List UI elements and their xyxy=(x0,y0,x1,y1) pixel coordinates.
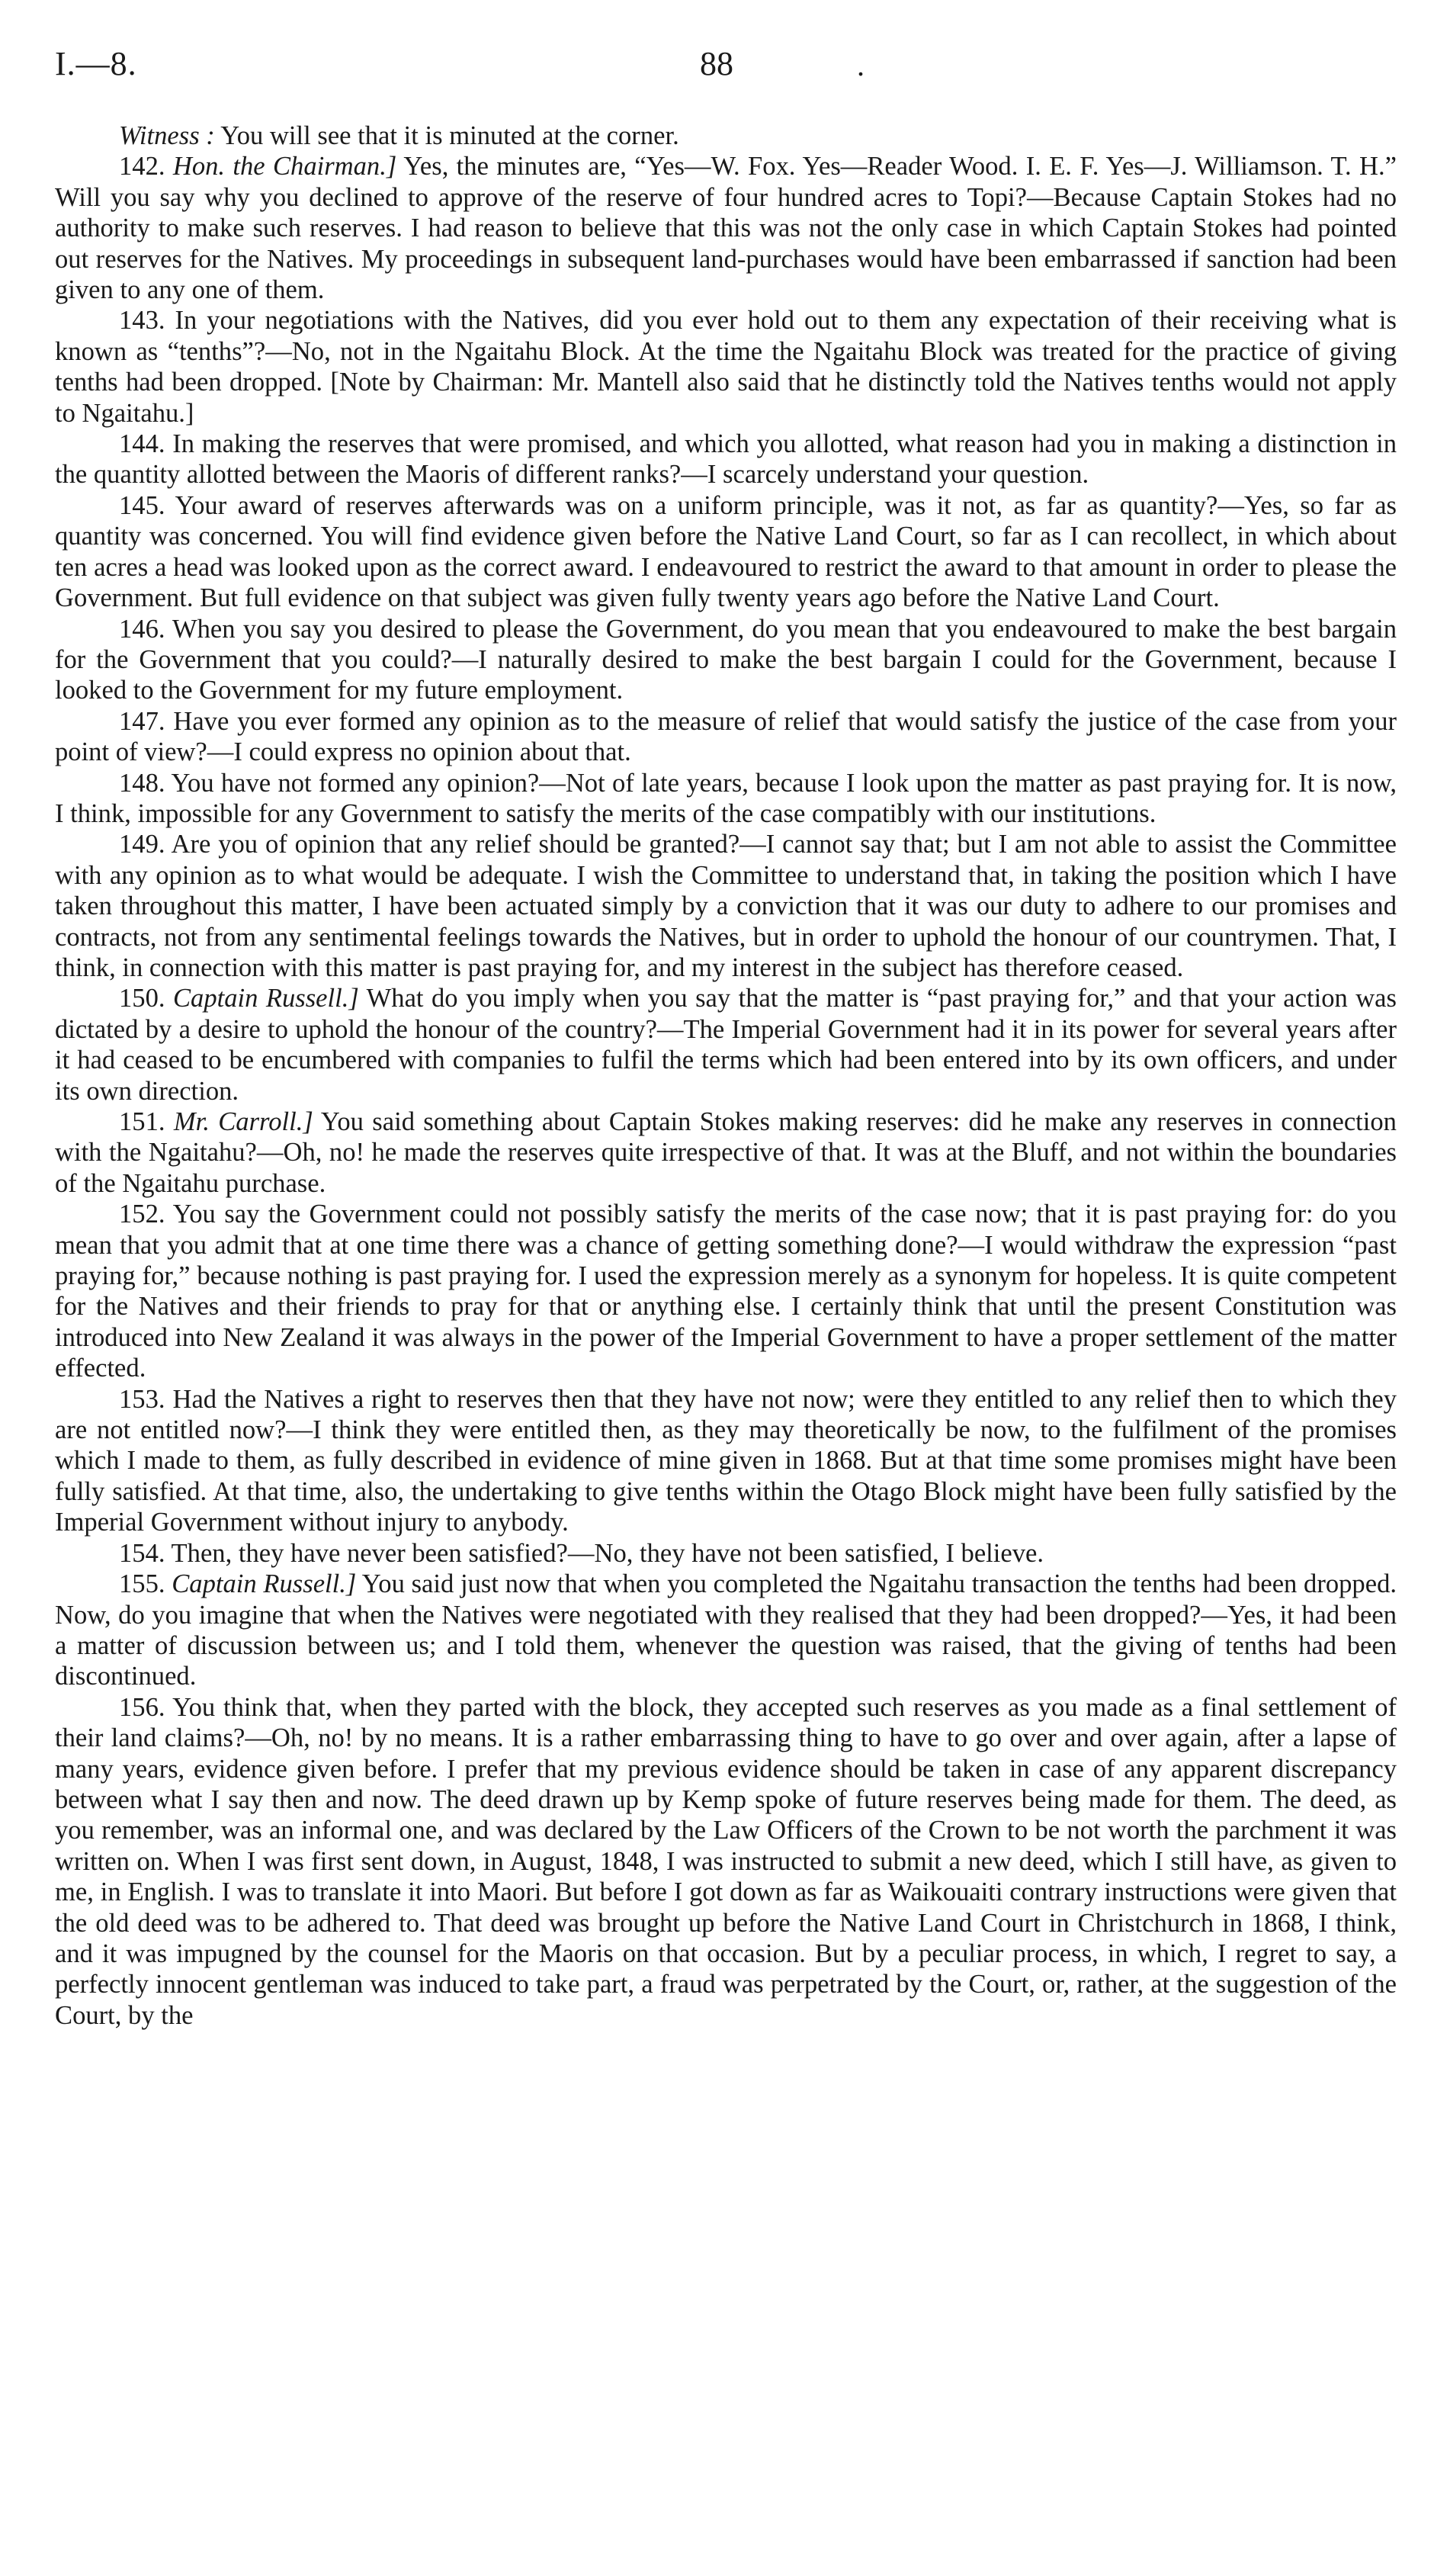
question-number: 150. xyxy=(119,984,165,1013)
page-number: 88 xyxy=(700,45,733,82)
paragraph-text: Had the Natives a right to reserves then that they have not now; were they entitled to any relief then to which they are not entitled now?—I think they were entitled then, as they may theoretically be now, to the fulfilment of the promises which I made to them, as fully described in evidence of mine given in 1868. But at that time some promises might have been fully satisfied. At that time, also, the undertaking to give tenths within the Otago Block might have been fully satisfied by the Imperial Government without injury to anybody. xyxy=(55,1384,1397,1537)
paragraph-153 xyxy=(55,1384,1397,1538)
paragraph-text: What do you imply when you say that the matter is “past praying for,” and that your action was dictated by a desire to uphold the honour of the country?—The Imperial Government had it in its power for several years after it had ceased to be encumbered with companies to fulfil the terms which had been entered into by its own officers, and under its own direction. xyxy=(55,984,1397,1106)
question-number: 147. xyxy=(119,706,165,736)
question-number: 146. xyxy=(119,614,165,644)
paragraph-144 xyxy=(55,429,1397,490)
paragraph-text: You will see that it is minuted at the corner. xyxy=(214,121,679,150)
paragraph-152 xyxy=(55,1199,1397,1383)
header-mark: . xyxy=(857,48,865,82)
paragraph-145 xyxy=(55,490,1397,614)
paragraph-witness xyxy=(55,120,1397,151)
paragraph-150 xyxy=(55,983,1397,1107)
paragraph-149 xyxy=(55,829,1397,983)
paragraph-text: You said just now that when you completed the Ngaitahu transaction the tenths had been dropped. Now, do you imagine that when the Natives were negotiated with they realised that they had been dropped?—Yes, it had been a matter of discussion between us; and I told them, whenever the question was raised, that the giving of tenths had been discontinued. xyxy=(55,1569,1397,1691)
question-number: 153. xyxy=(119,1384,165,1414)
paragraph-text: When you say you desired to please the Government, do you mean that you endeavoured to make the best bargain for the Government that you could?—I naturally desired to make the best bargain I could for the Government, because I looked to the Government for my future employment. xyxy=(55,614,1397,705)
paragraph-154 xyxy=(55,1538,1397,1569)
page-header xyxy=(55,44,1397,90)
document-body xyxy=(55,120,1397,2031)
paragraph-text: In your negotiations with the Natives, did you ever hold out to them any expectation of their receiving what is known as “tenths”?—No, not in the Ngaitahu Block. At the time the Ngaitahu Block was treated for the practice of giving tenths had been dropped. [Note by Chairman: Mr. Mantell also said that he distinctly told the Natives tenths would not apply to Ngaitahu.] xyxy=(55,306,1397,428)
speaker: Witness : xyxy=(119,121,215,150)
question-number: 154. xyxy=(119,1538,165,1568)
speaker: Captain Russell.] xyxy=(172,984,359,1013)
paragraph-148 xyxy=(55,768,1397,830)
question-number: 145. xyxy=(119,490,165,520)
paragraph-text: In making the reserves that were promised, and which you allotted, what reason had you in making a distinction in the quantity allotted between the Maoris of different ranks?—I scarcely understand your question. xyxy=(55,429,1397,490)
speaker: Mr. Carroll.] xyxy=(173,1107,313,1136)
paragraph-text: Are you of opinion that any relief should be granted?—I cannot say that; but I am not able to assist the Committee with any opinion as to what would be adequate. I wish the Committee to understand that, in taking the position which I have taken throughout this matter, I have been actuated simply by a conviction that it was our duty to adhere to our promises and contracts, not from any sentimental feelings towards the Natives, but in order to uphold the honour of our countrymen. That, I think, in connection with this matter is past praying for, and my interest in the subject has therefore ceased. xyxy=(55,830,1397,982)
question-number: 148. xyxy=(119,768,165,798)
paragraph-text: You have not formed any opinion?—Not of late years, because I look upon the matter as past praying for. It is now, I think, impossible for any Government to satisfy the merits of the case compatibly with our institutions. xyxy=(55,768,1397,828)
paragraph-text: You think that, when they parted with the block, they accepted such reserves as you made as a final settlement of their land claims?—Oh, no! by no means. It is a rather embarrassing thing to have to go over and over again, after a lapse of many years, evidence given before. I prefer that my previous evidence should be taken in case of any apparent discrepancy between what I say then and now. The deed drawn up by Kemp spoke of future reserves being made for them. The deed, as you remember, was an informal one, and was declared by the Law Officers of the Crown to be not worth the parchment it was written on. When I was first sent down, in August, 1848, I was instructed to submit a new deed, which I still have, as given to me, in English. I was to translate it into Maori. But before I got down as far as Waikouaiti contrary instructions were given that the old deed was to be adhered to. That deed was brought up before the Native Land Court in Christchurch in 1868, I think, and it was impugned by the counsel for the Maoris on that occasion. But by a peculiar process, in which, I regret to say, a perfectly innocent gentleman was induced to take part, a fraud was perpetrated by the Court, or, rather, at the suggestion of the Court, by the xyxy=(55,1692,1397,2030)
paragraph-147 xyxy=(55,706,1397,768)
question-number: 149. xyxy=(119,830,165,859)
paragraph-156 xyxy=(55,1692,1397,2031)
paragraph-155 xyxy=(55,1569,1397,1692)
question-number: 155. xyxy=(119,1569,165,1599)
paragraph-text: You said something about Captain Stokes making reserves: did he make any reserves in connection with the Ngaitahu?—Oh, no! he made the reserves quite irrespective of that. It was at the Bluff, and not within the boundaries of the Ngaitahu purchase. xyxy=(55,1107,1397,1198)
question-number: 144. xyxy=(119,429,165,459)
paragraph-142 xyxy=(55,151,1397,305)
question-number: 152. xyxy=(119,1200,165,1229)
paragraph-text: You say the Government could not possibly satisfy the merits of the case now; that it is past praying for: do you mean that you admit that at one time there was a chance of getting something done?—I would withdraw the expression “past praying for,” because nothing is past praying for. I used the expression merely as a synonym for hopeless. It is quite competent for the Natives and their friends to pray for that or anything else. I certainly think that until the present Constitution was introduced into New Zealand it was always in the power of the Imperial Government to have a proper settlement of the matter effected. xyxy=(55,1200,1397,1383)
document-reference: I.—8. xyxy=(55,45,137,82)
question-number: 142. xyxy=(119,152,165,181)
speaker: Hon. the Chairman.] xyxy=(172,152,397,181)
question-number: 156. xyxy=(119,1692,165,1722)
speaker: Captain Russell.] xyxy=(172,1569,357,1599)
question-number: 143. xyxy=(119,306,165,336)
paragraph-143 xyxy=(55,305,1397,429)
question-number: 151. xyxy=(119,1107,165,1136)
paragraph-text: Then, they have never been satisfied?—No, they have not been satisfied, I believe. xyxy=(165,1538,1044,1568)
paragraph-151 xyxy=(55,1107,1397,1199)
paragraph-text: Have you ever formed any opinion as to the measure of relief that would satisfy the justice of the case from your point of view?—I could express no opinion about that. xyxy=(55,706,1397,767)
paragraph-146 xyxy=(55,614,1397,706)
paragraph-text: Yes, the minutes are, “Yes—W. Fox. Yes—Reader Wood. I. E. F. Yes—J. Williamson. T. H.” Will you say why you declined to approve of the reserve of four hundred acres to Topi?—Because Captain Stokes had no authority to make such reserves. I had reason to believe that this was not the only case in which Captain Stokes had pointed out reserves for the Natives. My proceedings in subsequent land-purchases would have been embarrassed if sanction had been given to any one of them. xyxy=(55,152,1397,305)
paragraph-text: Your award of reserves afterwards was on a uniform principle, was it not, as far as quantity?—Yes, so far as quantity was concerned. You will find evidence given before the Native Land Court, so far as I can recollect, in which about ten acres a head was looked upon as the correct award. I endeavoured to restrict the award to that amount in order to please the Government. But full evidence on that subject was given fully twenty years ago before the Native Land Court. xyxy=(55,490,1397,613)
